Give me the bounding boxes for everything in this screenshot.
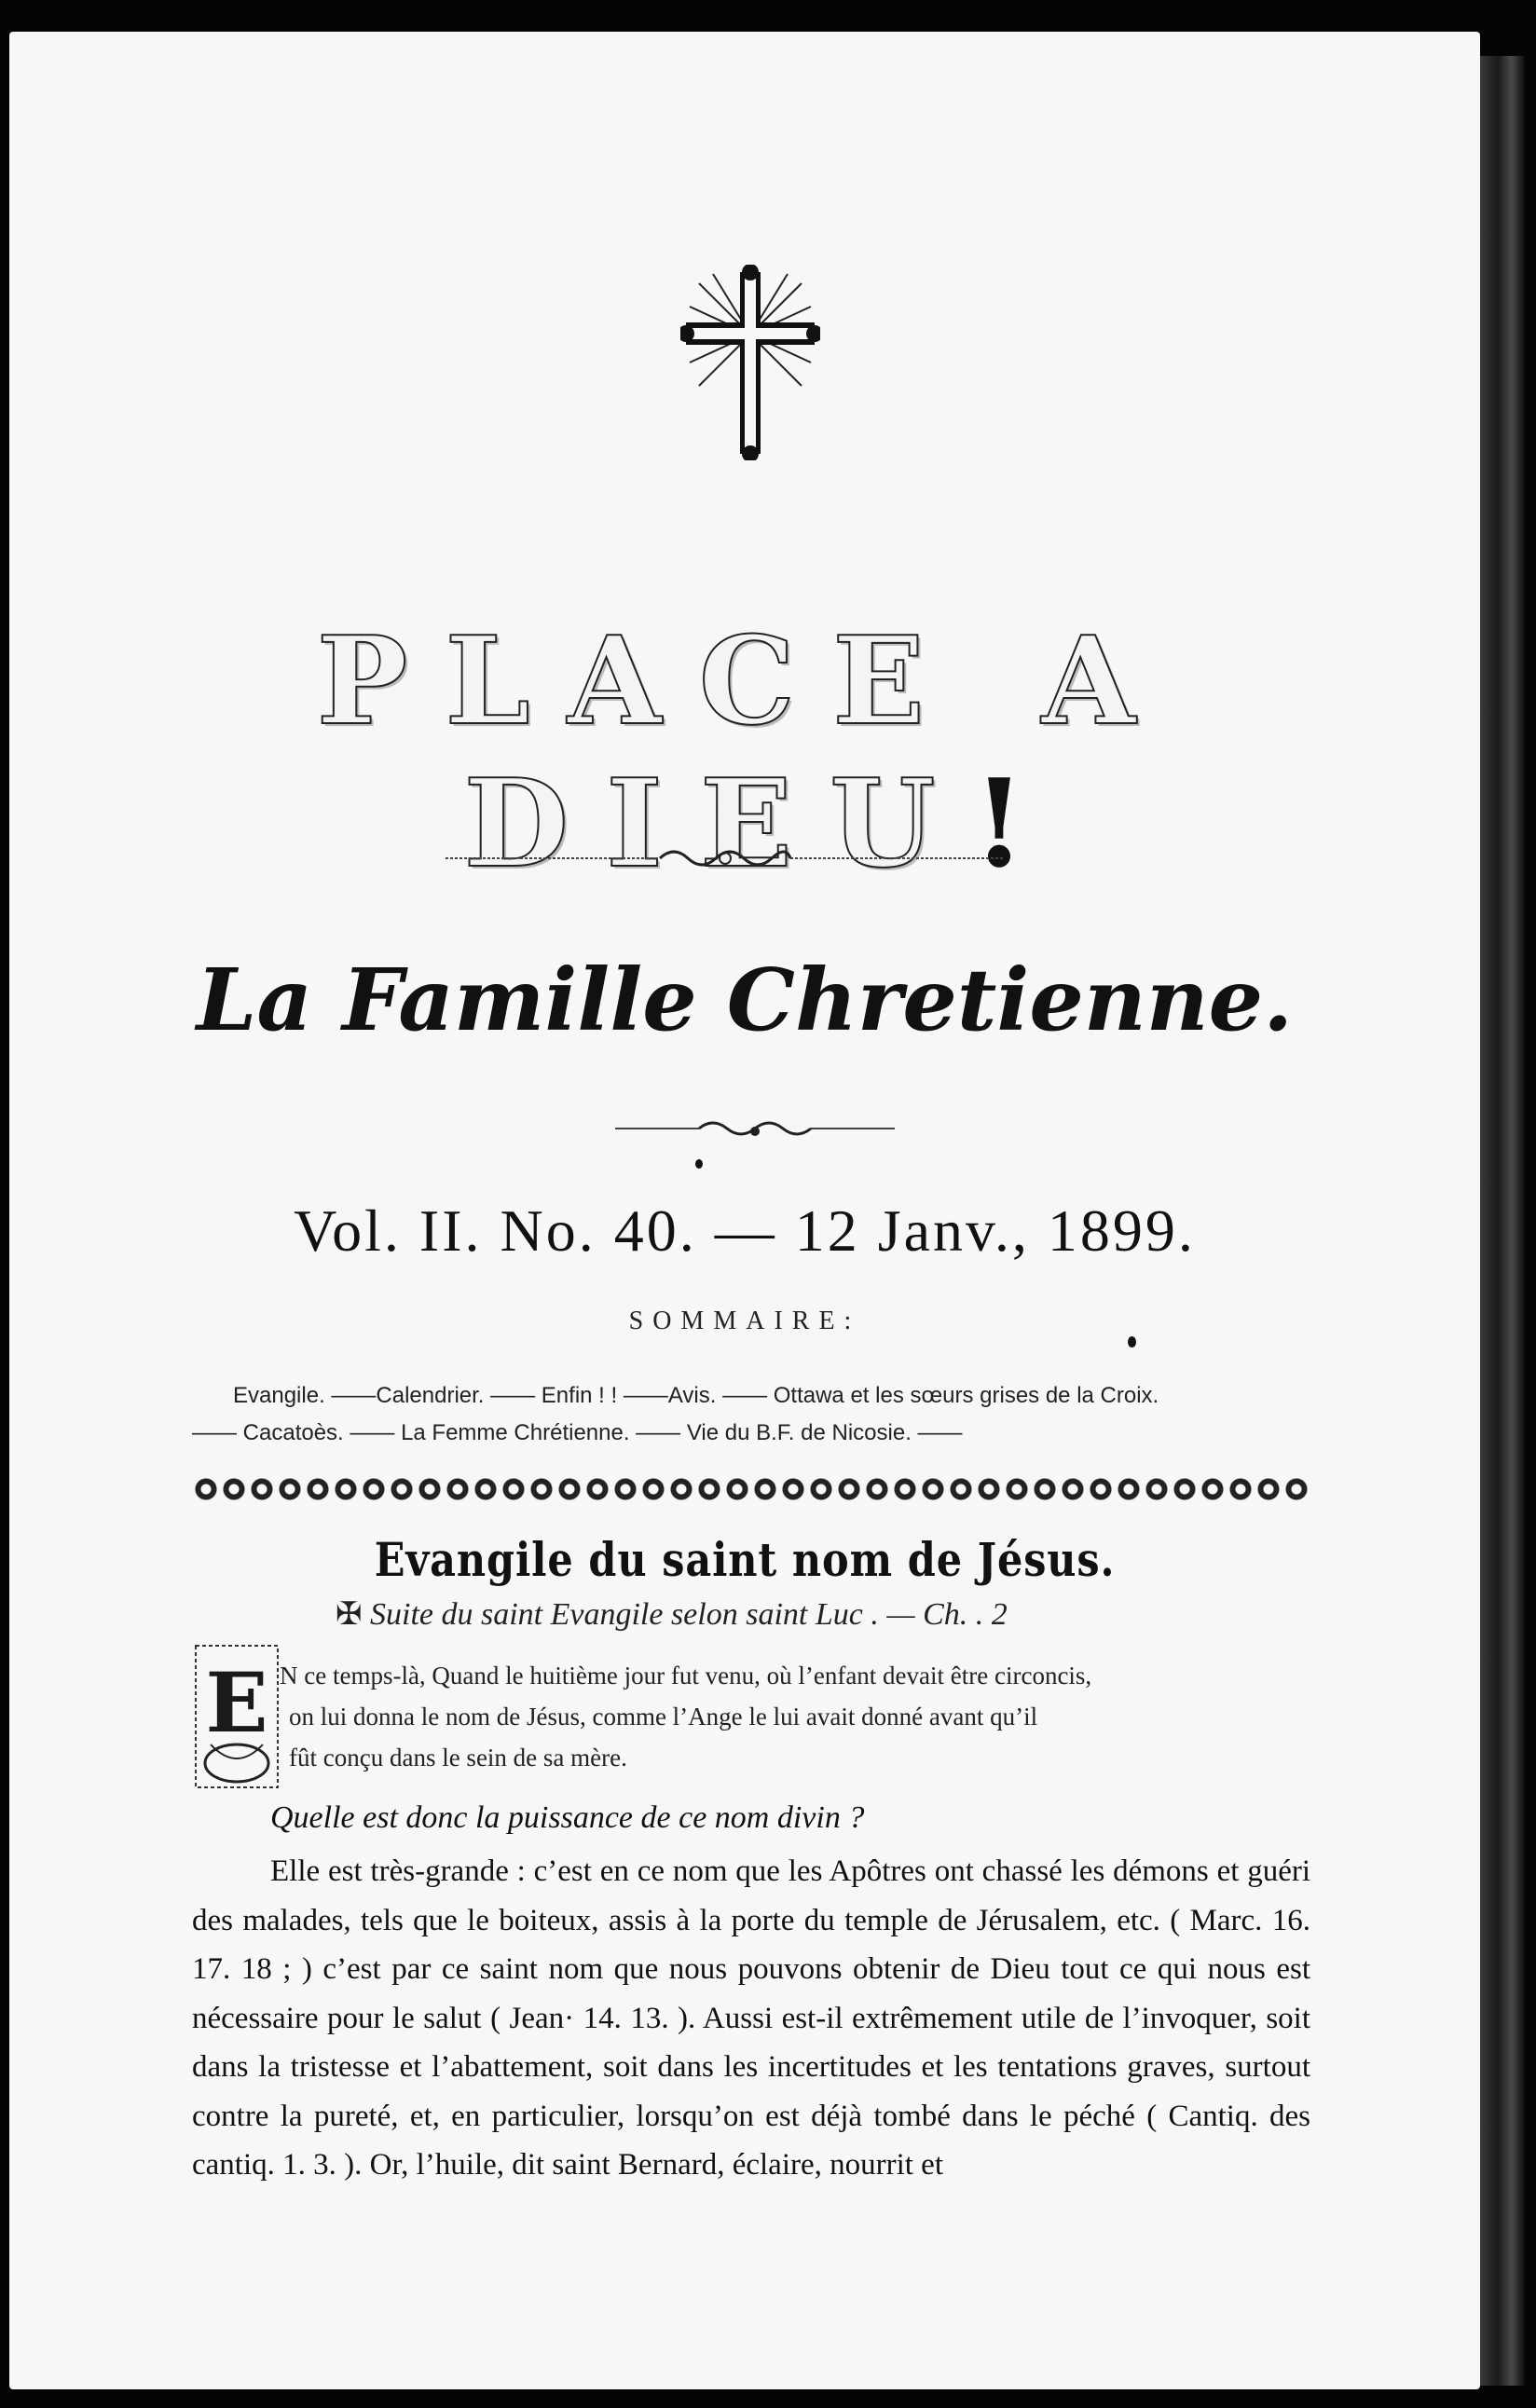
ink-speck <box>695 1159 703 1169</box>
sommaire-line-2: —— Cacatoès. —— La Femme Chrétienne. —— Vie du B.F. de Nicosie. —— <box>192 1420 963 1445</box>
flourish-divider-icon <box>615 1115 895 1147</box>
article-body: Elle est très-grande : c’est en ce nom que les Apôtres ont chassé les démons et guéri des malades, tels que le boiteux, assis à la porte du temple de Jérusalem, etc. ( Marc. 16. 17. 18 ; ) c’est par ce saint nom que nous pouvons obtenir de Dieu tout ce qui nous est nécessaire pour le salut ( Jean· 14. 13. ). Aussi est-il extrêmement utile de l’invoquer, soit dans la tristesse et l’abattement, soit dans les incertitudes et les tentations graves, surtout contre la pureté, et, en particulier, lorsqu’on est déjà tombé dans le péché ( Cantiq. des cantiq. 1. 3. ). Or, l’huile, dit saint Bernard, éclaire, nourrit et <box>192 1854 1310 2182</box>
sommaire-line-1: Evangile. ——Calendrier. —— Enfin ! ! ——Avis. —— Ottawa et les sœurs grises de la Croix. <box>233 1383 1159 1408</box>
decorative-band <box>192 1476 1310 1502</box>
intro-line: fût conçu dans le sein de sa mère. <box>289 1744 627 1772</box>
sommaire-heading: SOMMAIRE: <box>628 1307 861 1335</box>
article-intro <box>280 1655 1314 1778</box>
article-title: Evangile du saint nom de Jésus. <box>374 1532 1116 1587</box>
ink-speck <box>1128 1336 1136 1348</box>
intro-line: on lui donna le nom de Jésus, comme l’Ange le lui avait donné avant qu’il <box>289 1703 1038 1731</box>
flourish-divider-icon <box>446 844 1005 877</box>
masthead-title-letters: PLACE A DIEU <box>316 609 1173 895</box>
masthead-subtitle: La Famille Chretienne. <box>196 950 1294 1050</box>
reference-text: Suite du saint Evangile selon saint Luc . — Ch. . 2 <box>370 1597 1008 1632</box>
drop-cap <box>192 1642 281 1791</box>
reference-cross-icon: ✠ <box>336 1597 363 1632</box>
article-question: Quelle est donc la puissance de ce nom divin ? <box>270 1800 865 1835</box>
cross-icon <box>680 265 820 460</box>
intro-line: N ce temps-là, Quand le huitième jour fut venu, où l’enfant devait être circoncis, <box>280 1662 1092 1690</box>
page-edge-shadow <box>1480 56 1525 2386</box>
document-page <box>9 32 1480 2389</box>
article-reference <box>336 1595 1008 1633</box>
masthead-title-exclaim: ! <box>972 752 1026 895</box>
svg-text:E: E <box>205 1654 268 1751</box>
issue-line: Vol. II. No. 40. — 12 Janv., 1899. <box>294 1197 1196 1264</box>
